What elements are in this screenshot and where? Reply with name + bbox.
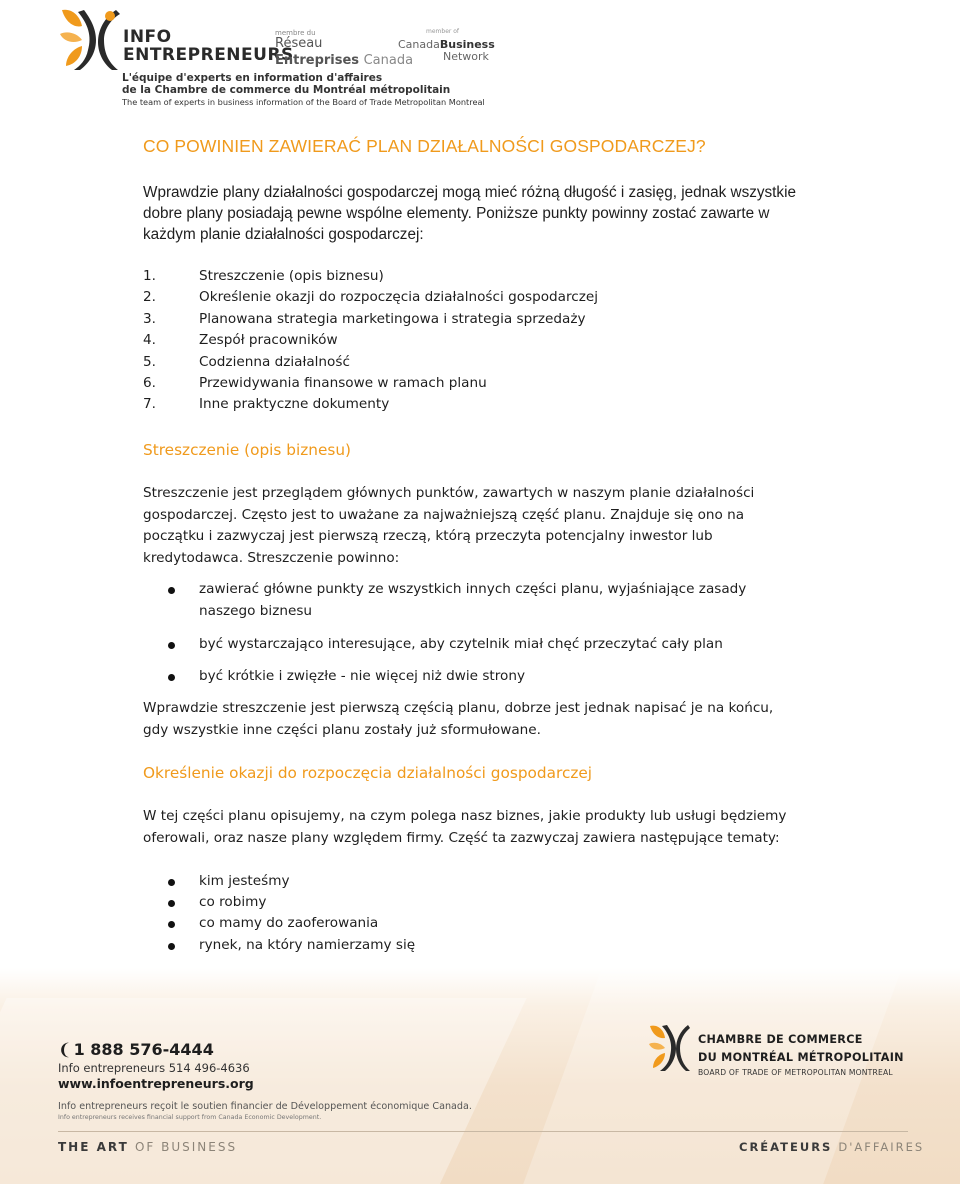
summary-closing-paragraph (143, 698, 773, 741)
footer-divider (58, 1131, 908, 1132)
opportunity-paragraph (143, 806, 786, 849)
bullet-icon (168, 900, 175, 907)
section-heading-opportunity: Określenie okazji do rozpoczęcia działalności gospodarczej (143, 764, 593, 782)
list-item: kim jesteśmy (143, 871, 743, 892)
numbered-list (143, 266, 743, 416)
footer-phone: ❨ 1 888 576-4444 (58, 1040, 214, 1059)
list-item: 7. Inne praktyczne dokumenty (143, 396, 390, 413)
list-item: rynek, na który namierzamy się (143, 935, 743, 956)
intro-line: dobre plany posiadają pewne wspólne elementy. Poniższe punkty powinny zostać zawarte w (143, 205, 770, 222)
brand-name-line-1: INFO (123, 27, 172, 47)
paragraph-line: kredytodawca. Streszczenie powinno: (143, 549, 400, 566)
list-item: 3. Planowana strategia marketingowa i strategia sprzedaży (143, 310, 586, 327)
footer-montreal-phone: Info entrepreneurs 514 496-4636 (58, 1061, 250, 1075)
footer-cc-name-2: DU MONTRÉAL MÉTROPOLITAIN (698, 1051, 904, 1064)
summary-paragraph (143, 483, 754, 569)
bullet-icon (168, 642, 175, 649)
tagline-fr-1: L'équipe d'experts en information d'affaires (122, 72, 383, 84)
opportunity-bullet-list (143, 871, 743, 956)
tagline-en: The team of experts in business information of the Board of Trade Metropolitan Montreal (122, 97, 485, 107)
paragraph-line: Wprawdzie streszczenie jest pierwszą częścią planu, dobrze jest jednak napisać je na końcu, (143, 700, 774, 716)
paragraph-line: początku i zazwyczaj jest pierwszą rzeczą, którą przeczyta potencjalny inwestor lub (143, 528, 713, 544)
intro-line: każdym planie działalności gospodarczej: (143, 226, 424, 243)
footer-cc-name-1: CHAMBRE DE COMMERCE (698, 1033, 863, 1046)
list-item: 2. Określenie okazji do rozpoczęcia działalności gospodarczej (143, 289, 599, 306)
paragraph-line: oferowali, oraz nasze plany względem firmy. Część ta zazwyczaj zawiera następujące tematy: (143, 829, 780, 846)
phone-icon: ❨ (58, 1040, 72, 1059)
list-item: być wystarczająco interesujące, aby czytelnik miał chęć przeczytać cały plan (143, 634, 843, 666)
list-item: 1. Streszczenie (opis biznesu) (143, 268, 384, 284)
intro-line: Wprawdzie plany działalności gospodarczej mogą mieć różną długość i zasięg, jednak wszystkie (143, 184, 796, 201)
list-item: 6. Przewidywania finansowe w ramach planu (143, 374, 487, 391)
list-item: być krótkie i zwięzłe - nie więcej niż dwie strony (143, 666, 843, 688)
bullet-icon (168, 674, 175, 681)
footer-website-link[interactable]: www.infoentrepreneurs.org (58, 1076, 254, 1091)
paragraph-line: gdy wszystkie inne części planu zostały już sformułowane. (143, 721, 541, 738)
list-item: co mamy do zaoferowania (143, 913, 743, 934)
chamber-of-commerce-logo-icon (648, 1022, 690, 1072)
paragraph-line: Streszczenie jest przeglądem głównych punktów, zawartych w naszym planie działalności (143, 485, 755, 501)
intro-paragraph (143, 182, 796, 245)
partner-2-line-2: Network (443, 50, 489, 63)
brand-name-line-2: ENTREPRENEURS (123, 45, 294, 65)
section-heading-summary: Streszczenie (opis biznesu) (143, 441, 351, 459)
summary-bullet-list (143, 579, 843, 688)
list-item: 4. Zespół pracowników (143, 332, 338, 349)
bullet-icon (168, 943, 175, 950)
bullet-icon (168, 587, 175, 594)
paragraph-line: W tej części planu opisujemy, na czym polega nasz biznes, jakie produkty lub usługi będziemy (143, 808, 787, 824)
tagline-fr-2: de la Chambre de commerce du Montréal métropolitain (122, 84, 451, 96)
paragraph-line: gospodarczej. Często jest to uważane za najważniejszą część planu. Znajduje się ono na (143, 506, 745, 523)
partner-1-line-2: Entreprises Canada (275, 53, 414, 68)
footer-support-en: Info entrepreneurs receives financial support from Canada Economic Development. (58, 1114, 322, 1121)
footer-createurs-daffaires: CRÉATEURS D'AFFAIRES (739, 1140, 925, 1154)
bullet-icon (168, 921, 175, 928)
footer-art-of-business: THE ART OF BUSINESS (58, 1140, 238, 1154)
bullet-icon (168, 879, 175, 886)
info-entrepreneurs-logo-icon (58, 6, 120, 72)
partner-2-member-label: member of (426, 28, 460, 35)
page-title: CO POWINIEN ZAWIERAĆ PLAN DZIAŁALNOŚCI GOSPODARCZEJ? (143, 136, 706, 156)
list-item: 5. Codzienna działalność (143, 353, 350, 370)
footer-support-fr: Info entrepreneurs reçoit le soutien financier de Développement économique Canada. (58, 1101, 472, 1112)
list-item: zawierać główne punkty ze wszystkich innych części planu, wyjaśniające zasady naszego biznesu (143, 579, 843, 634)
partner-1-line-1: Réseau (275, 36, 323, 51)
list-item: co robimy (143, 892, 743, 913)
footer-cc-name-3: BOARD OF TRADE OF METROPOLITAN MONTREAL (698, 1068, 893, 1077)
partner-1-member-label: membre du (275, 29, 316, 37)
partner-2-line-1: CanadaBusiness (398, 38, 495, 51)
